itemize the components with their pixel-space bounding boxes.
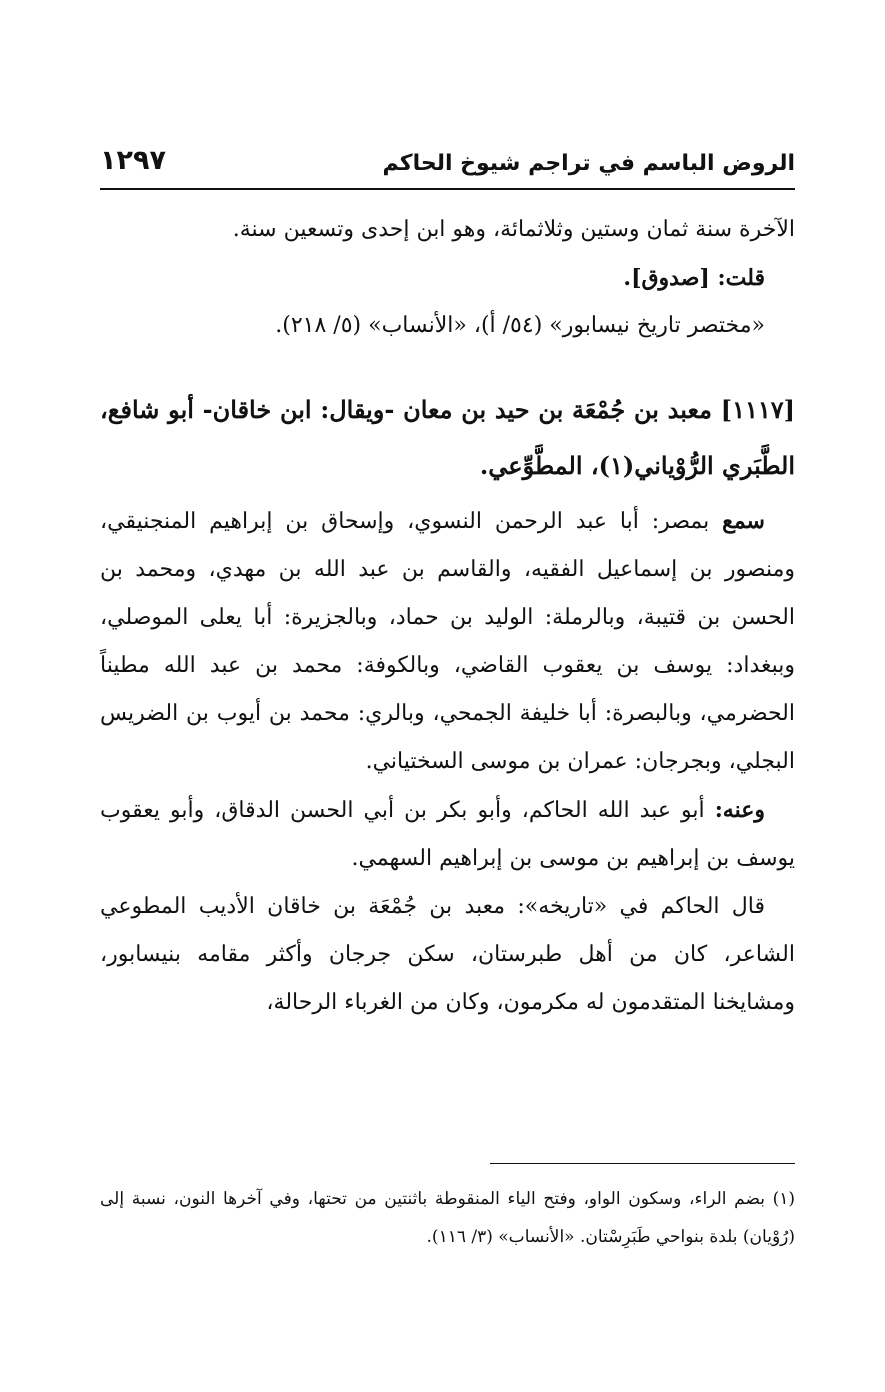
book-title: الروض الباسم في تراجم شيوخ الحاكم (382, 151, 795, 176)
teachers-paragraph (100, 497, 795, 786)
students-text: أبو عبد الله الحاكم، وأبو بكر بن أبي الحسن الدقاق، وأبو يعقوب يوسف بن إبراهيم بن موسى بن إبراهيم السهمي. (100, 798, 795, 871)
running-header (100, 145, 795, 185)
entry-heading: [١١١٧] معبد بن جُمْعَة بن حيد بن معان -ويقال: ابن خاقان- أبو شافع، الطَّبَري الرُّوْياني(١)، المطَّوِّعي. (100, 395, 795, 480)
header-divider (100, 188, 795, 190)
students-label: وعنه: (714, 797, 765, 823)
teachers-text: بمصر: أبا عبد الرحمن النسوي، وإسحاق بن إبراهيم المنجنيقي، ومنصور بن إسماعيل الفقيه، والقاسم بن عبد الله بن مهدي، ومحمد بن الحسن بن قتيبة، وبالرملة: الوليد بن حماد، وبالجزيرة: أبا يعلى الموصلي، وببغداد: يوسف بن يعقوب القاضي، وبالكوفة: محمد بن عبد الله مطيناً الحضرمي، وبالبصرة: أبا خليفة الجمحي، وبالري: محمد بن أيوب بن الضريس البجلي، وبجرجان: عمران بن موسى السختياني. (100, 509, 795, 774)
page-number: ١٢٩٧ (100, 145, 166, 176)
entry-body (100, 497, 795, 1027)
footnote: (١) بضم الراء، وسكون الواو، وفتح الياء المنقوطة باثنتين من تحتها، وفي آخرها النون، نسبة إلى (رُوْيان) بلدة بنواحي طَبَرِسْتان. «الأنساب» (٣/ ١١٦). (100, 1189, 795, 1247)
students-paragraph (100, 786, 795, 883)
previous-entry-ending (100, 206, 795, 350)
verdict-line: قلت: [صدوق]. (623, 265, 765, 291)
hakim-quote-paragraph: قال الحاكم في «تاريخه»: معبد بن جُمْعَة بن خاقان الأديب المطوعي الشاعر، كان من أهل طبرستان، سكن جرجان وأكثر مقامه بنيسابور، ومشايخنا المتقدمون له مكرمون، وكان من الغرباء الرحالة، (100, 894, 795, 1015)
death-line: الآخرة سنة ثمان وستين وثلاثمائة، وهو ابن إحدى وتسعين سنة. (232, 217, 795, 242)
footnote-divider (490, 1163, 795, 1164)
sources-line: «مختصر تاريخ نيسابور» (٥٤/ أ)، «الأنساب» (٥/ ٢١٨). (275, 313, 765, 338)
teachers-label: سمع (722, 508, 765, 534)
